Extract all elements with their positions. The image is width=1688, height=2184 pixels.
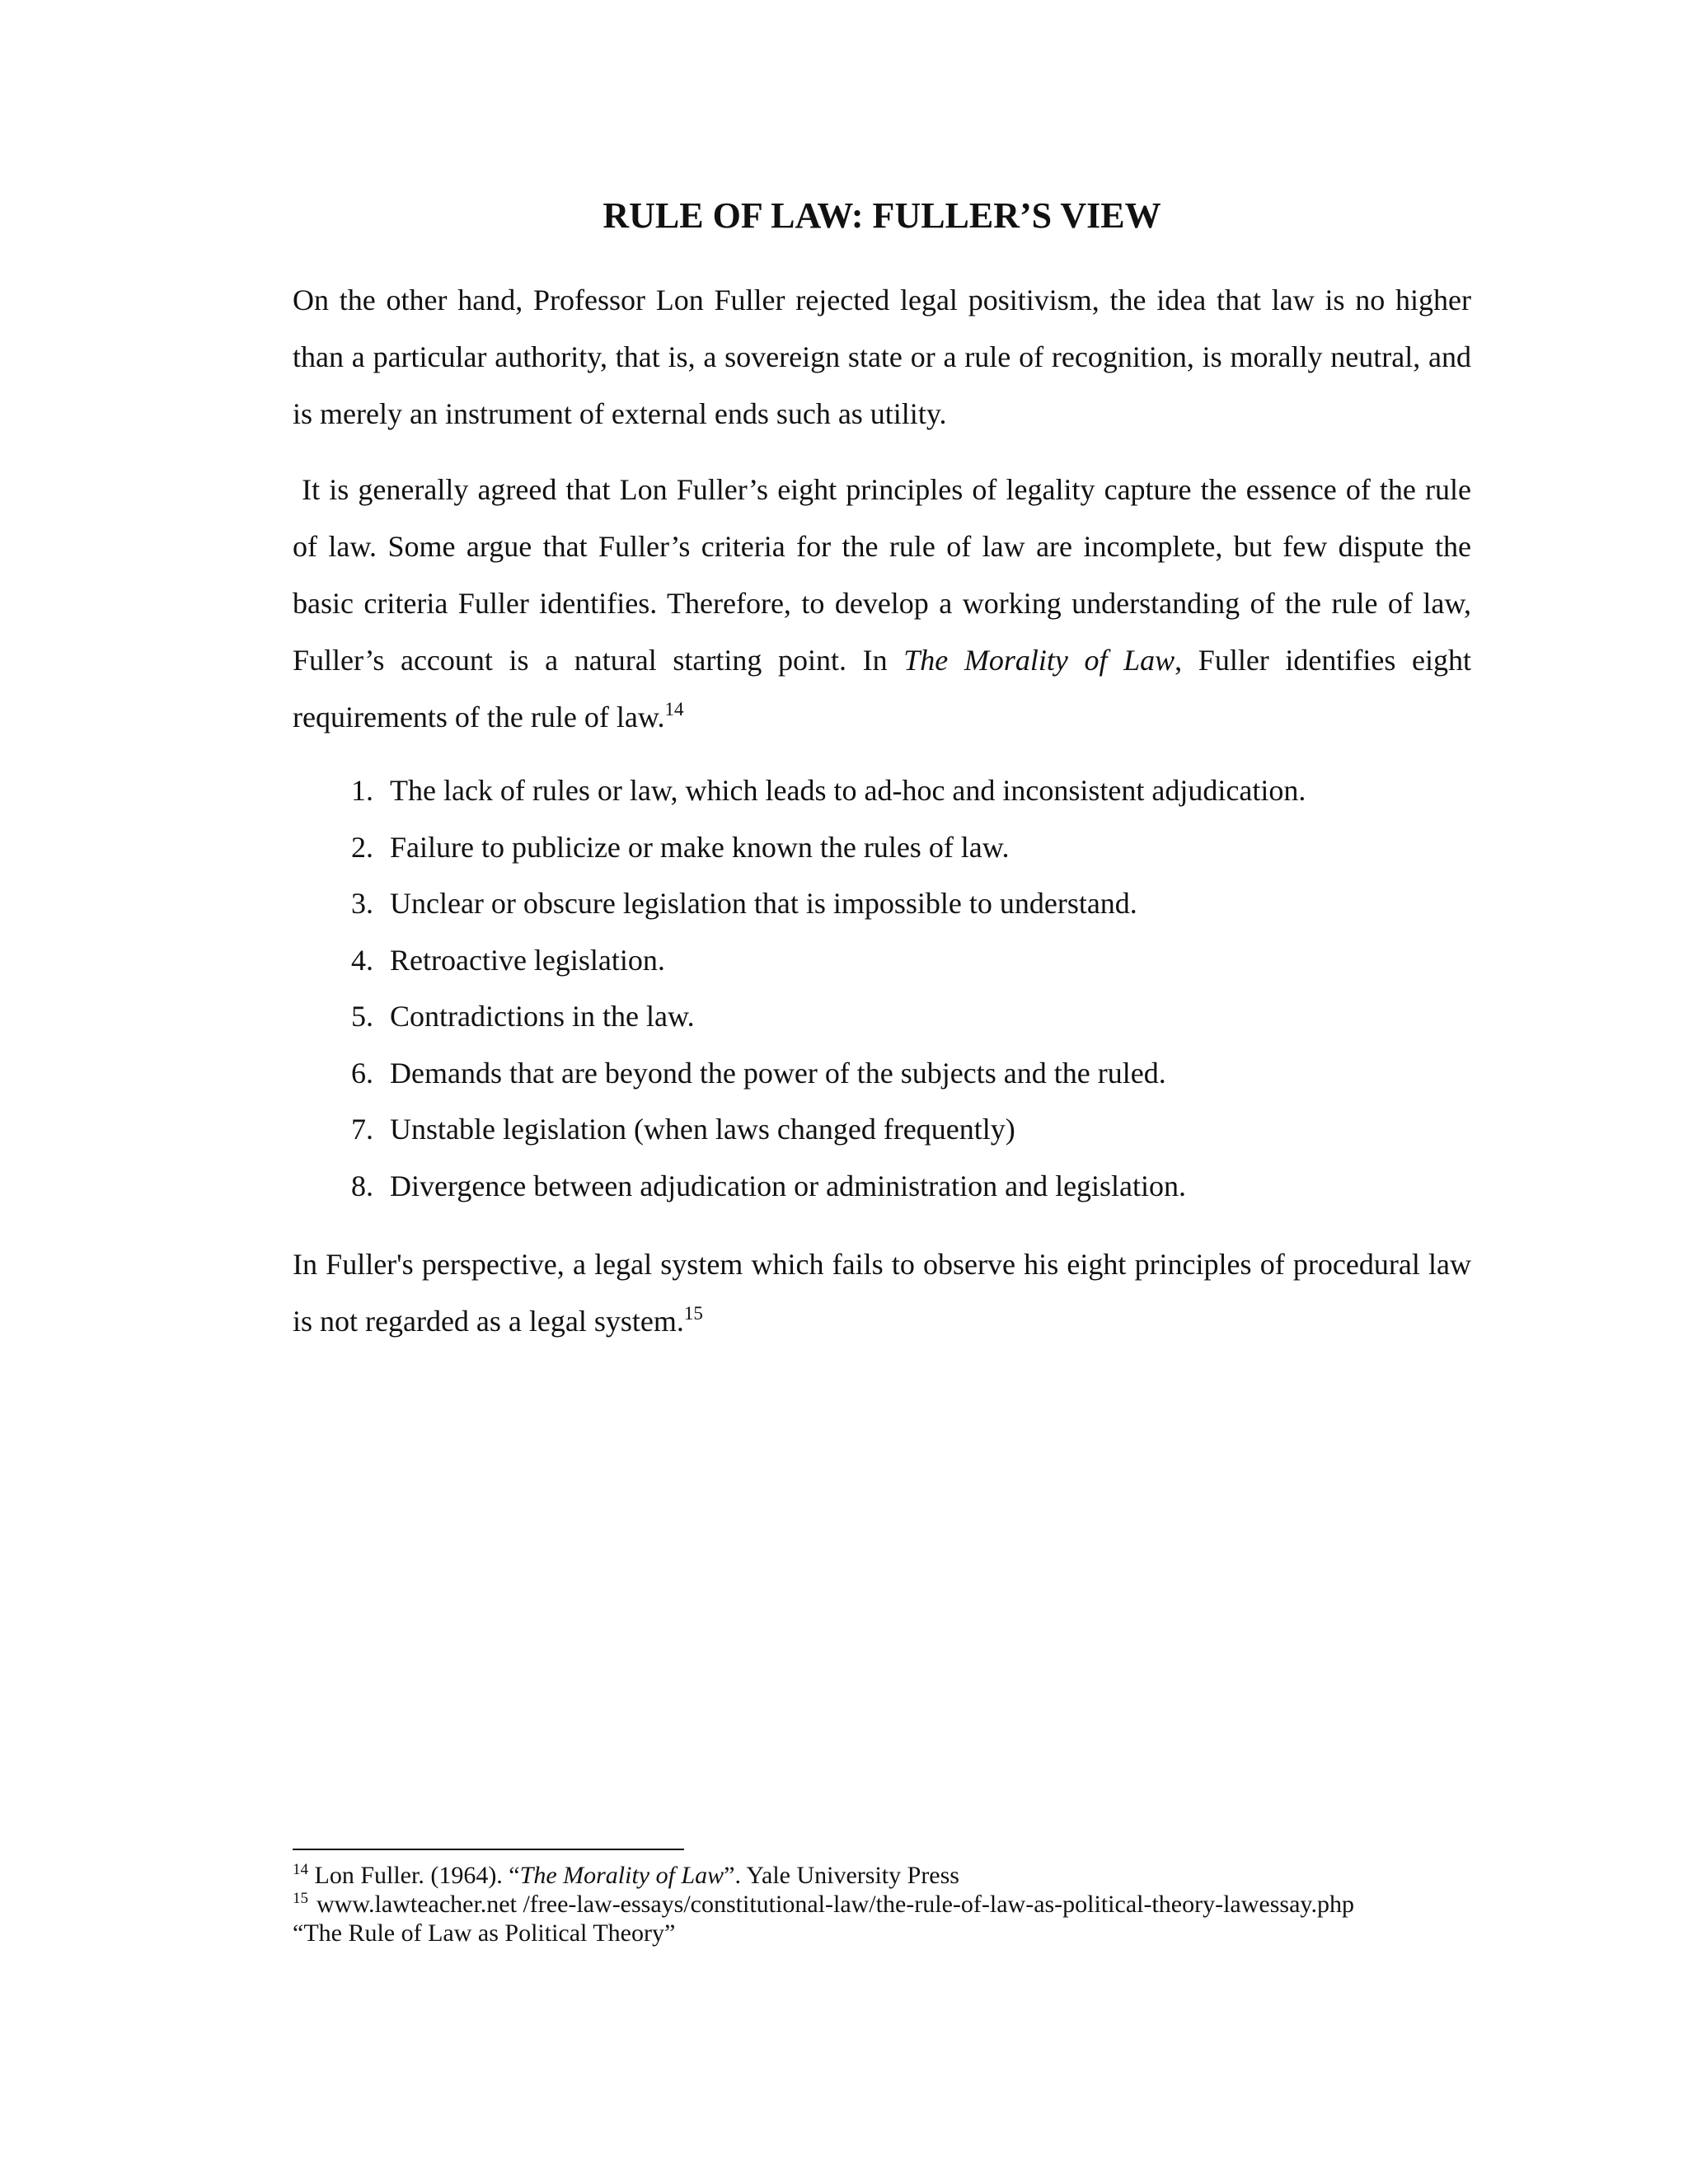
list-item-text: Unstable legislation (when laws changed frequently)	[390, 1113, 1015, 1146]
list-item-number: 7.	[351, 1113, 373, 1146]
paragraph-conclusion-text: In Fuller's perspective, a legal system which fails to observe his eight principles of procedural law is not regarded as a legal system.	[293, 1248, 1471, 1338]
list-item	[293, 932, 1471, 989]
footnote-ref-14[interactable]: 14	[664, 699, 684, 719]
list-item-text: Unclear or obscure legislation that is impossible to understand.	[390, 887, 1137, 920]
footnote-text-before-italic: Lon Fuller. (1964). “	[314, 1862, 520, 1889]
footnote-15	[293, 1890, 1488, 1919]
document-page	[293, 0, 1471, 2184]
footnote-14	[293, 1861, 1488, 1890]
list-item-number: 4.	[351, 943, 373, 977]
footnote-number: 15	[293, 1890, 308, 1907]
list-item	[293, 988, 1471, 1045]
list-item	[293, 875, 1471, 932]
list-item-number: 1.	[351, 774, 373, 807]
list-item-number: 6.	[351, 1056, 373, 1090]
list-item-text: Divergence between adjudication or administration and legislation.	[390, 1169, 1187, 1202]
paragraph-text-before-italic: It is generally agreed that Lon Fuller’s eight principles of legality capture the essence of the rule of law. Some argue that Fuller’s criteria for the rule of law are incomplete, but few dispute the basic criteria Fuller identifies. Therefore, to develop a working understanding of the rule of law, Fuller’s account is a natural starting point. In	[293, 473, 1472, 677]
paragraph-text-after-italic: , Fuller identifies eight requirements of the rule of law.	[293, 644, 1472, 733]
footnote-15-title: “The Rule of Law as Political Theory”	[293, 1919, 676, 1947]
page-title: RULE OF LAW: FULLER’S VIEW	[603, 195, 1161, 236]
list-item-text: Failure to publicize or make known the rules of law.	[390, 830, 1010, 864]
list-item-text: The lack of rules or law, which leads to ad-hoc and inconsistent adjudication.	[390, 774, 1306, 807]
paragraph-conclusion	[293, 1236, 1471, 1350]
list-item	[293, 1101, 1471, 1158]
list-item-text: Retroactive legislation.	[390, 943, 665, 977]
footnotes	[293, 1861, 1488, 1947]
footnote-ref-15[interactable]: 15	[683, 1303, 703, 1324]
list-item-number: 8.	[351, 1169, 373, 1202]
list-item-number: 2.	[351, 830, 373, 864]
list-item	[293, 819, 1471, 876]
paragraph-principles	[293, 462, 1471, 746]
footnote-text-after-italic: ”. Yale University Press	[724, 1862, 959, 1889]
list-item-text: Contradictions in the law.	[390, 1000, 695, 1033]
list-item-number: 3.	[351, 887, 373, 920]
book-title-italic: The Morality of Law	[903, 644, 1175, 677]
requirements-list	[293, 762, 1471, 1214]
list-item	[293, 1045, 1471, 1102]
list-item	[293, 1158, 1471, 1215]
list-item	[293, 762, 1471, 819]
footnote-number: 14	[293, 1861, 308, 1878]
paragraph-intro: On the other hand, Professor Lon Fuller rejected legal positivism, the idea that law is no higher than a particular authority, that is, a sovereign state or a rule of recognition, is morally neutral, and is merely an instrument of external ends such as utility.	[293, 284, 1471, 430]
list-item-text: Demands that are beyond the power of the subjects and the ruled.	[390, 1056, 1166, 1090]
list-item-number: 5.	[351, 1000, 373, 1033]
footnote-url[interactable]: www.lawteacher.net /free-law-essays/constitutional-law/the-rule-of-law-as-political-theory-lawessay.php	[316, 1891, 1354, 1918]
footnote-book-title-italic: The Morality of Law	[519, 1862, 724, 1889]
footnote-separator	[293, 1849, 684, 1850]
